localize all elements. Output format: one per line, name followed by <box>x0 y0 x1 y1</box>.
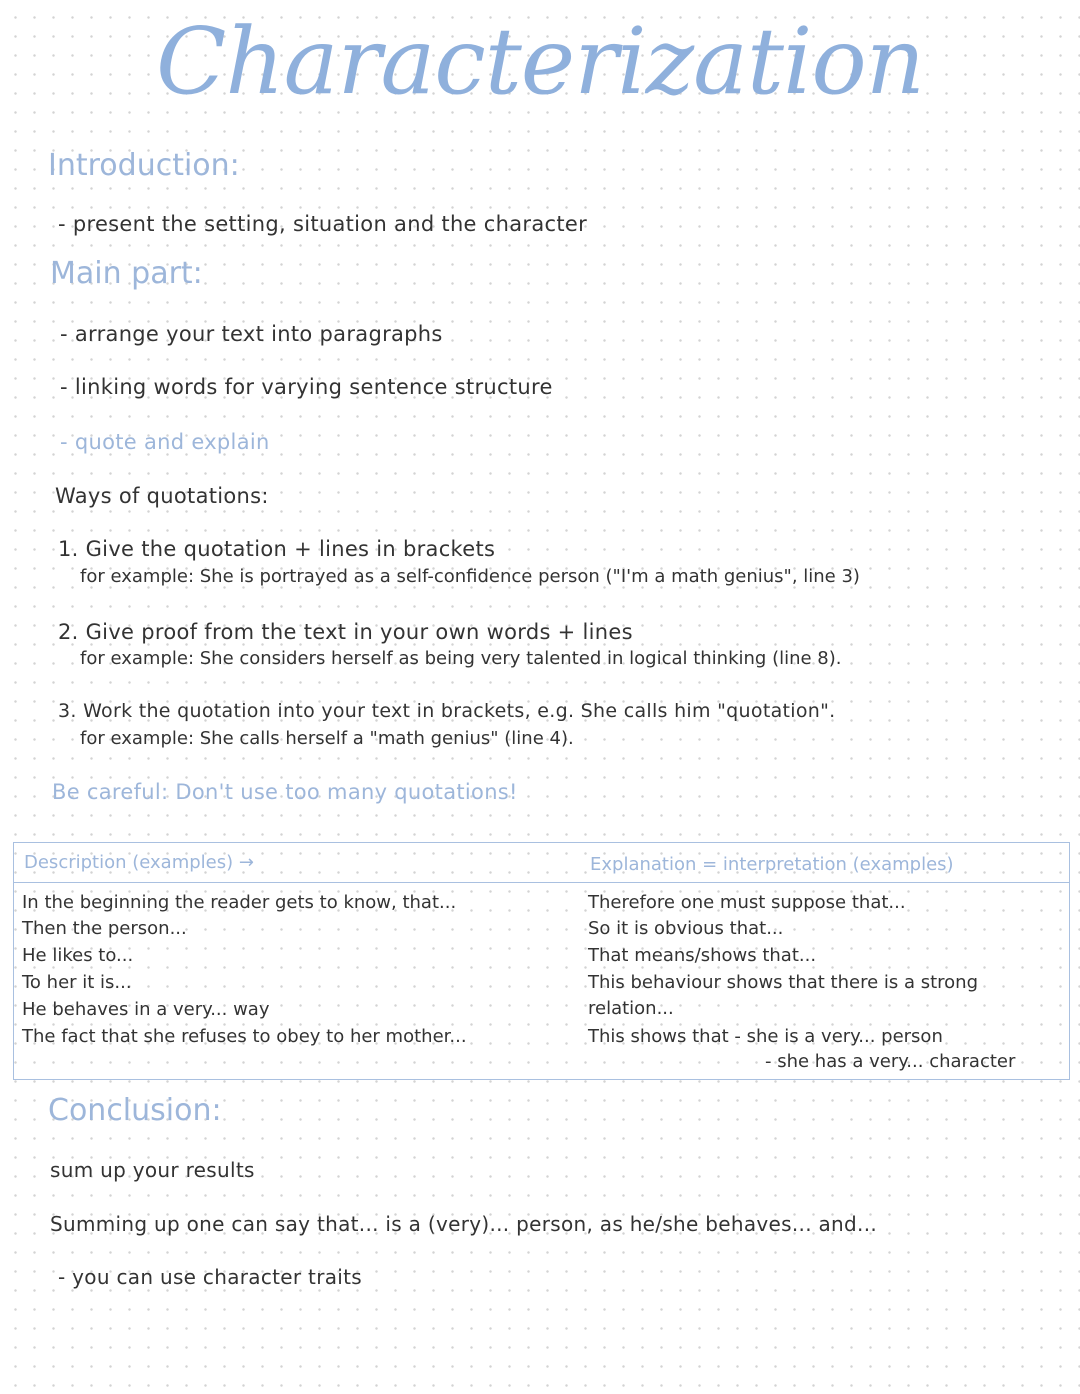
conclusion-item: - you can use character traits <box>58 1265 362 1289</box>
main-part-item: - arrange your text into paragraphs <box>60 322 443 346</box>
table-cell: - she has a very... character <box>765 1051 1016 1072</box>
table-cell: relation... <box>588 998 674 1019</box>
table-cell: He likes to... <box>22 945 134 966</box>
introduction-heading: Introduction: <box>48 148 240 183</box>
way-example: for example: She calls herself a "math genius" (line 4). <box>80 728 574 749</box>
table-cell: That means/shows that... <box>588 945 817 966</box>
table-cell: This behaviour shows that there is a strong <box>588 972 979 993</box>
table-header-divider <box>13 882 1070 883</box>
conclusion-item: sum up your results <box>50 1158 255 1182</box>
main-part-item: - linking words for varying sentence structure <box>60 375 553 399</box>
ways-heading: Ways of quotations: <box>55 484 269 508</box>
way-example: for example: She is portrayed as a self-confidence person ("I'm a math genius", line 3) <box>80 566 860 587</box>
way-item: 3. Work the quotation into your text in brackets, e.g. She calls him "quotation". <box>58 700 836 722</box>
table-cell: Therefore one must suppose that... <box>588 892 906 913</box>
conclusion-heading: Conclusion: <box>48 1093 222 1128</box>
table-cell: In the beginning the reader gets to know, that... <box>22 892 457 913</box>
table-cell: So it is obvious that... <box>588 918 784 939</box>
main-part-heading: Main part: <box>50 256 203 291</box>
table-cell: To her it is... <box>22 972 132 993</box>
table-cell: Then the person... <box>22 918 187 939</box>
conclusion-item: Summing up one can say that... is a (very)... person, as he/she behaves... and... <box>50 1212 878 1236</box>
table-cell: He behaves in a very... way <box>22 999 270 1020</box>
table-cell: The fact that she refuses to obey to her mother... <box>22 1026 467 1047</box>
main-part-item-highlight: - quote and explain <box>60 430 270 454</box>
table-cell: This shows that - she is a very... person <box>588 1026 943 1047</box>
warning-note: Be careful: Don't use too many quotations! <box>52 780 518 804</box>
way-example: for example: She considers herself as being very talented in logical thinking (line 8). <box>80 648 842 669</box>
way-item: 1. Give the quotation + lines in brackets <box>58 537 496 561</box>
table-col1-header: Description (examples) → <box>24 852 254 873</box>
page-title: Characterization <box>155 8 925 115</box>
table-col2-header: Explanation = interpretation (examples) <box>590 854 954 875</box>
introduction-item: - present the setting, situation and the character <box>58 212 588 236</box>
way-item: 2. Give proof from the text in your own words + lines <box>58 620 633 644</box>
